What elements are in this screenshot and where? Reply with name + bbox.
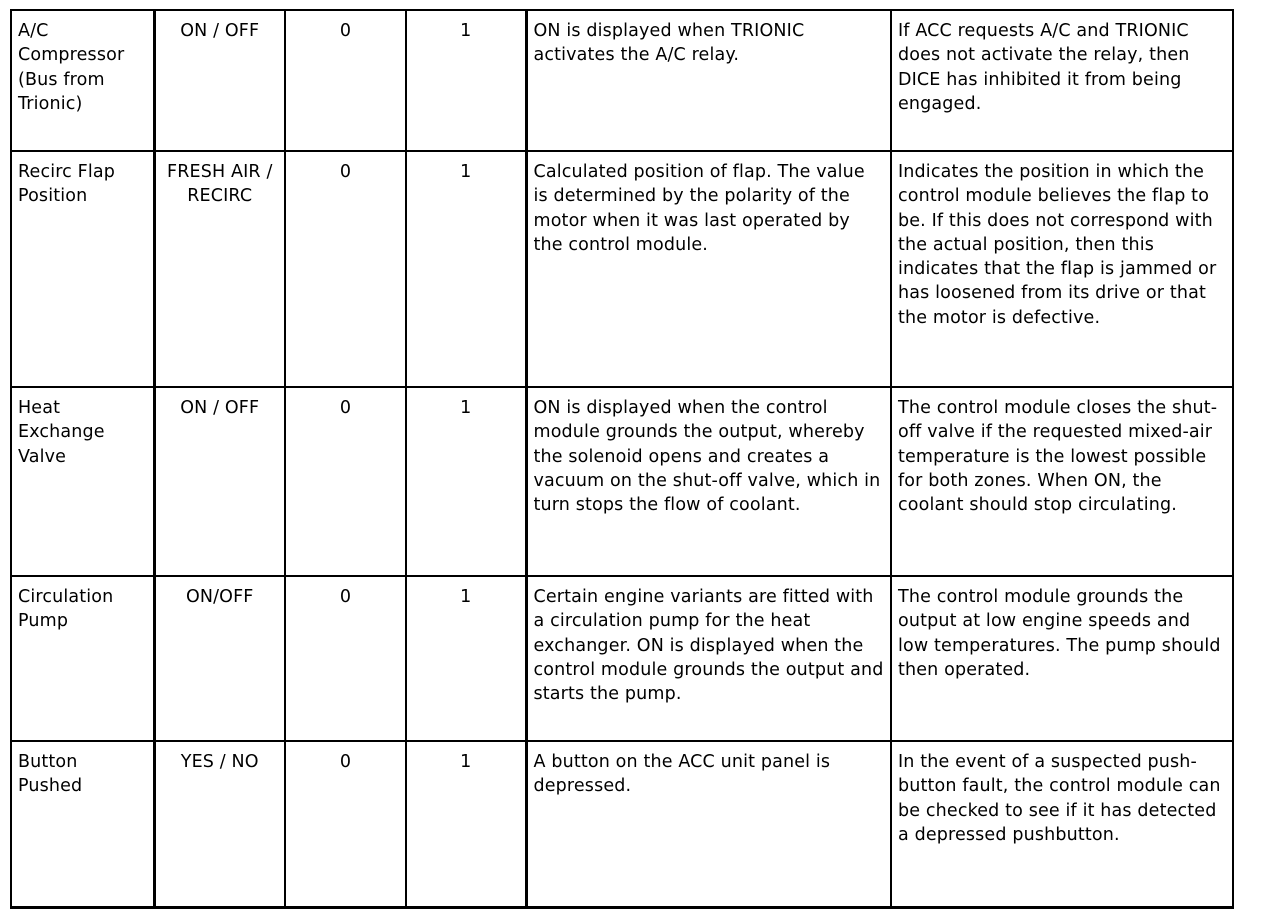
- notes-cell: If ACC requests A/C and TRIONIC does not activate the relay, then DICE has inhibited it from being engaged.: [891, 10, 1233, 151]
- parameter-name-cell: Button Pushed: [11, 741, 154, 907]
- table-row: [11, 741, 1233, 907]
- table-row: [11, 10, 1233, 151]
- values-cell: ON / OFF: [154, 10, 285, 151]
- description-cell: Certain engine variants are fitted with a circulation pump for the heat exchanger. ON is displayed when the control module grounds the output and starts the pump.: [526, 576, 891, 741]
- notes-cell: The control module grounds the output at low engine speeds and low temperatures. The pump should then operated.: [891, 576, 1233, 741]
- max-cell: 1: [406, 576, 526, 741]
- values-cell: YES / NO: [154, 741, 285, 907]
- min-cell: 0: [285, 576, 406, 741]
- max-cell: 1: [406, 10, 526, 151]
- values-cell: FRESH AIR / RECIRC: [154, 151, 285, 387]
- max-cell: 1: [406, 387, 526, 576]
- parameter-name-cell: Circulation Pump: [11, 576, 154, 741]
- max-cell: 1: [406, 151, 526, 387]
- description-cell: Calculated position of flap. The value is determined by the polarity of the motor when it was last operated by the control module.: [526, 151, 891, 387]
- parameter-name-cell: Heat Exchange Valve: [11, 387, 154, 576]
- notes-cell: The control module closes the shut-off valve if the requested mixed-air temperature is the lowest possible for both zones. When ON, the coolant should stop circulating.: [891, 387, 1233, 576]
- min-cell: 0: [285, 387, 406, 576]
- parameter-name-cell: Recirc Flap Position: [11, 151, 154, 387]
- description-cell: ON is displayed when TRIONIC activates the A/C relay.: [526, 10, 891, 151]
- description-cell: A button on the ACC unit panel is depressed.: [526, 741, 891, 907]
- values-cell: ON / OFF: [154, 387, 285, 576]
- parameter-name-cell: A/C Compressor (Bus from Trionic): [11, 10, 154, 151]
- table-row: [11, 387, 1233, 576]
- parameter-table: [10, 9, 1234, 909]
- min-cell: 0: [285, 151, 406, 387]
- table-row: [11, 151, 1233, 387]
- table-row: [11, 576, 1233, 741]
- notes-cell: In the event of a suspected push-button fault, the control module can be checked to see if it has detected a depressed pushbutton.: [891, 741, 1233, 907]
- description-cell: ON is displayed when the control module grounds the output, whereby the solenoid opens and creates a vacuum on the shut-off valve, which in turn stops the flow of coolant.: [526, 387, 891, 576]
- min-cell: 0: [285, 741, 406, 907]
- values-cell: ON/OFF: [154, 576, 285, 741]
- min-cell: 0: [285, 10, 406, 151]
- notes-cell: Indicates the position in which the control module believes the flap to be. If this does not correspond with the actual position, then this indicates that the flap is jammed or has loosened from its drive or that the motor is defective.: [891, 151, 1233, 387]
- max-cell: 1: [406, 741, 526, 907]
